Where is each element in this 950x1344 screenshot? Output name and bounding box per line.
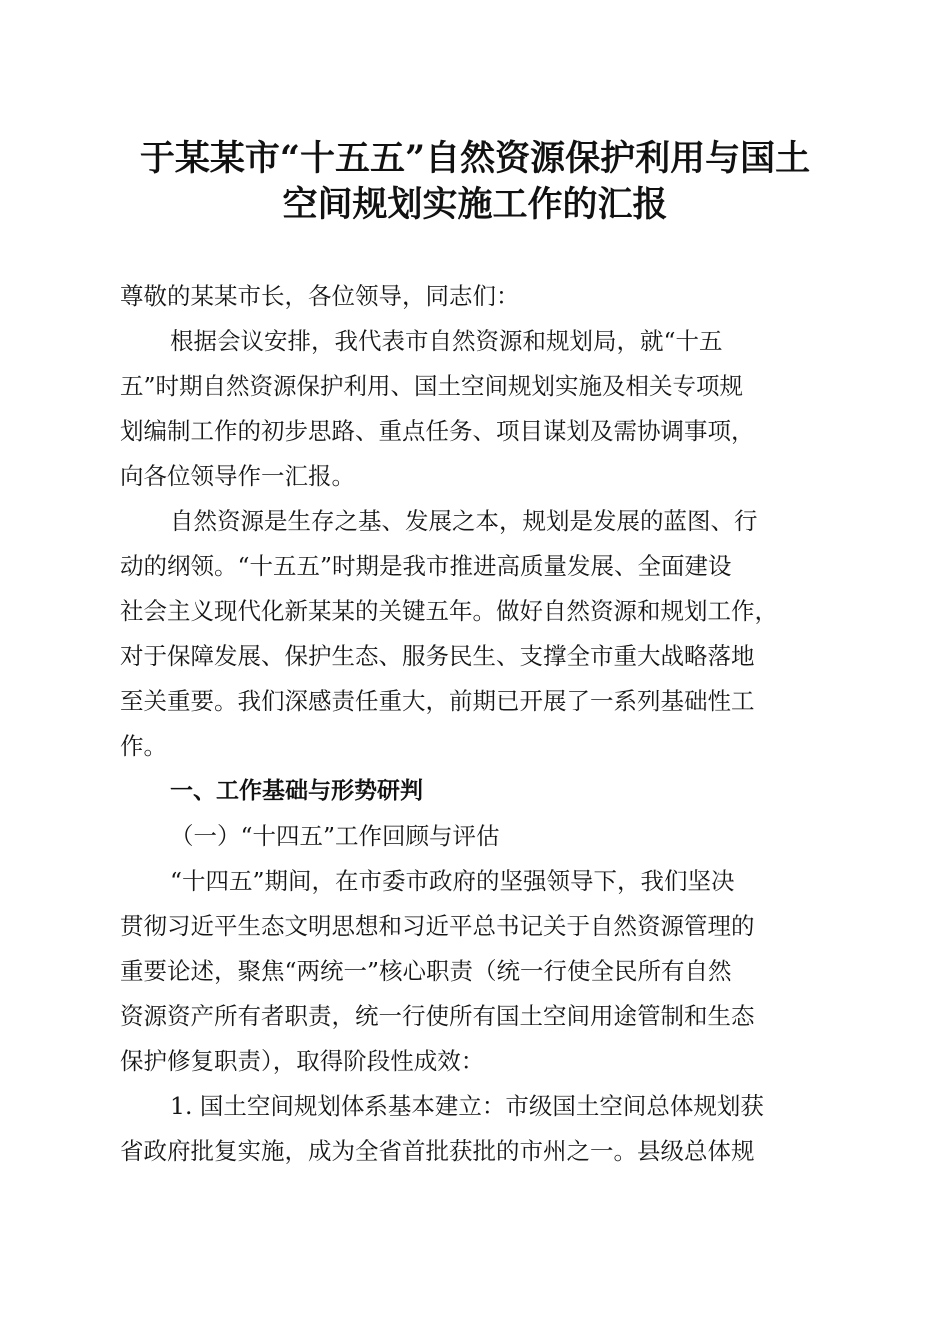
paragraph-1-line-1: 根据会议安排，我代表市自然资源和规划局，就“十五 xyxy=(170,327,723,355)
paragraph-2-line-4: 对于保障发展、保护生态、服务民生、支撑全市重大战略落地 xyxy=(120,642,755,670)
paragraph-3-line-1: “十四五”期间，在市委市政府的坚强领导下，我们坚决 xyxy=(170,867,735,895)
salutation: 尊敬的某某市长，各位领导，同志们： xyxy=(120,282,520,310)
section-1-heading: 一、工作基础与形势研判 xyxy=(170,778,423,804)
paragraph-1-line-2: 五”时期自然资源保护利用、国土空间规划实施及相关专项规 xyxy=(120,372,744,400)
document-title-line-1: 于某某市“十五五”自然资源保护利用与国土 xyxy=(139,138,811,179)
paragraph-2-line-6: 作。 xyxy=(120,732,167,760)
paragraph-3-line-2: 贯彻习近平生态文明思想和习近平总书记关于自然资源管理的 xyxy=(120,912,755,940)
subsection-1-heading: （一）“十四五”工作回顾与评估 xyxy=(170,822,500,850)
paragraph-1-line-3: 划编制工作的初步思路、重点任务、项目谋划及需协调事项， xyxy=(120,417,755,445)
paragraph-3-line-3: 重要论述，聚焦“两统一”核心职责（统一行使全民所有自然 xyxy=(120,957,732,985)
paragraph-1-line-4: 向各位领导作一汇报。 xyxy=(120,462,355,490)
paragraph-3-line-4: 资源资产所有者职责，统一行使所有国土空间用途管制和生态 xyxy=(120,1002,755,1030)
paragraph-3-line-5: 保护修复职责），取得阶段性成效： xyxy=(120,1047,485,1075)
paragraph-2-line-1: 自然资源是生存之基、发展之本，规划是发展的蓝图、行 xyxy=(170,507,758,535)
paragraph-2-line-3: 社会主义现代化新某某的关键五年。做好自然资源和规划工作， xyxy=(120,597,778,625)
paragraph-4-line-1: 1. 国土空间规划体系基本建立：市级国土空间总体规划获 xyxy=(170,1092,764,1120)
paragraph-2-line-2: 动的纲领。“十五五”时期是我市推进高质量发展、全面建设 xyxy=(120,552,732,580)
paragraph-4-line-2: 省政府批复实施，成为全省首批获批的市州之一。县级总体规 xyxy=(120,1137,755,1165)
paragraph-2-line-5: 至关重要。我们深感责任重大，前期已开展了一系列基础性工 xyxy=(120,687,755,715)
document-title-line-2: 空间规划实施工作的汇报 xyxy=(282,184,668,225)
